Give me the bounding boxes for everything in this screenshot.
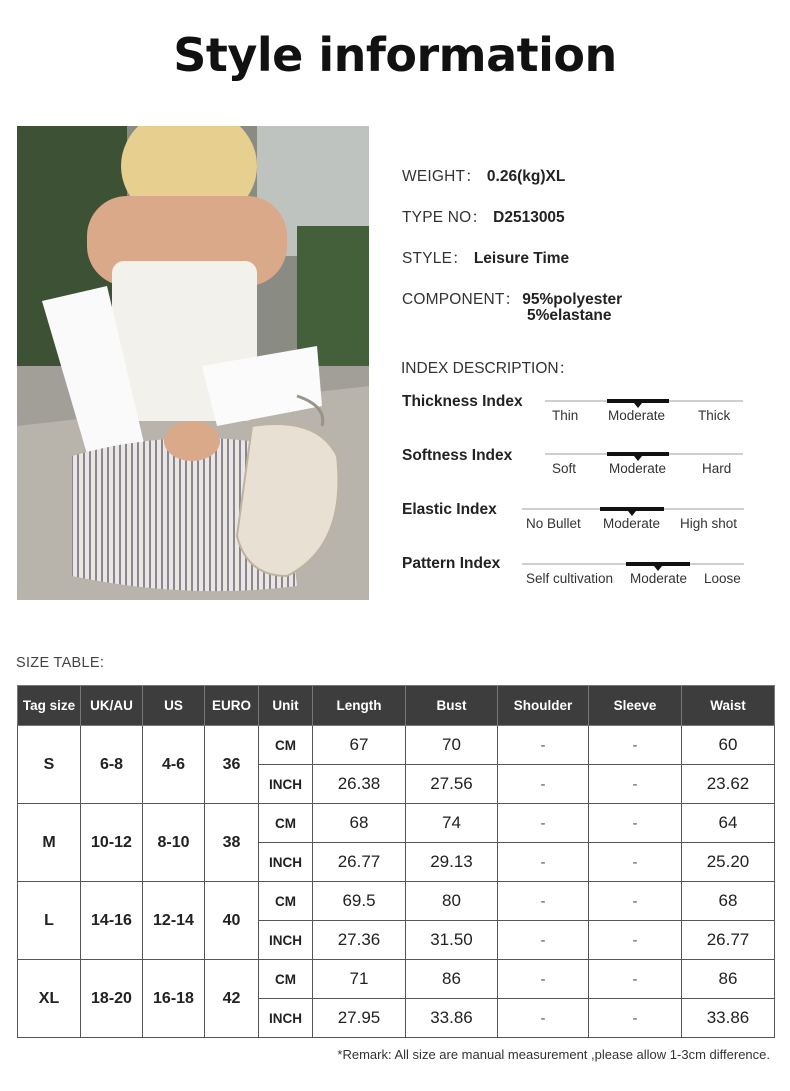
uk-au-cell: 14-16 <box>81 882 143 960</box>
bust-cell: 31.50 <box>406 921 498 960</box>
sleeve-cell: - <box>589 960 682 999</box>
remark-note: *Remark: All size are manual measurement ,please allow 1-3cm difference. <box>337 1047 770 1062</box>
us-cell: 12-14 <box>143 882 205 960</box>
length-cell: 67 <box>313 726 406 765</box>
shoulder-cell: - <box>498 726 589 765</box>
sleeve-cell: - <box>589 726 682 765</box>
style-label: STYLE： <box>402 250 468 267</box>
waist-cell: 26.77 <box>682 921 775 960</box>
scale-label-mid: Moderate <box>609 461 667 476</box>
component-value: 95%polyester <box>522 291 623 308</box>
us-cell: 8-10 <box>143 804 205 882</box>
component-value-2: 5%elastane <box>527 307 612 324</box>
header-waist: Waist <box>682 686 775 726</box>
shoulder-cell: - <box>498 804 589 843</box>
header-tag-size: Tag size <box>18 686 81 726</box>
euro-cell: 42 <box>205 960 259 1038</box>
sleeve-cell: - <box>589 843 682 882</box>
weight-label: WEIGHT： <box>402 168 481 185</box>
scale-label-high: Thick <box>698 408 731 423</box>
length-cell: 71 <box>313 960 406 999</box>
shoulder-cell: - <box>498 921 589 960</box>
scale-label-low: Thin <box>552 408 579 423</box>
euro-cell: 36 <box>205 726 259 804</box>
scale-label-mid: Moderate <box>608 408 666 423</box>
unit-cell: INCH <box>259 843 313 882</box>
size-table-heading: SIZE TABLE: <box>16 655 105 671</box>
euro-cell: 40 <box>205 882 259 960</box>
table-header-row <box>18 686 775 726</box>
tag-size-cell: L <box>18 882 81 960</box>
type-no-label: TYPE NO： <box>402 209 488 226</box>
length-cell: 69.5 <box>313 882 406 921</box>
scale-label-high: Loose <box>704 571 741 586</box>
type-no-spec <box>402 205 565 227</box>
us-cell: 4-6 <box>143 726 205 804</box>
uk-au-cell: 6-8 <box>81 726 143 804</box>
table-row <box>18 804 775 843</box>
scale-label-low: Self cultivation <box>526 571 614 586</box>
waist-cell: 64 <box>682 804 775 843</box>
pattern-index-scale <box>522 563 744 585</box>
component-label: COMPONENT： <box>402 291 521 308</box>
header-euro: EURO <box>205 686 259 726</box>
header-length: Length <box>313 686 406 726</box>
header-uk-au: UK/AU <box>81 686 143 726</box>
header-unit: Unit <box>259 686 313 726</box>
weight-value: 0.26(kg)XL <box>486 168 566 185</box>
uk-au-cell: 18-20 <box>81 960 143 1038</box>
elastic-index-scale <box>522 508 744 530</box>
table-row <box>18 726 775 765</box>
weight-spec <box>402 164 565 186</box>
waist-cell: 60 <box>682 726 775 765</box>
header-bust: Bust <box>406 686 498 726</box>
scale-label-low: Soft <box>552 461 577 476</box>
component-spec <box>402 287 622 309</box>
scale-label-mid: Moderate <box>630 571 688 586</box>
tag-size-cell: XL <box>18 960 81 1038</box>
scale-label-mid: Moderate <box>603 516 661 531</box>
waist-cell: 33.86 <box>682 999 775 1038</box>
page-title: Style information <box>173 28 617 82</box>
header-sleeve: Sleeve <box>589 686 682 726</box>
length-cell: 27.95 <box>313 999 406 1038</box>
tag-size-cell: S <box>18 726 81 804</box>
waist-cell: 86 <box>682 960 775 999</box>
product-photo <box>17 126 369 600</box>
euro-cell: 38 <box>205 804 259 882</box>
bust-cell: 80 <box>406 882 498 921</box>
bust-cell: 33.86 <box>406 999 498 1038</box>
scale-label-high: Hard <box>702 461 732 476</box>
header-us: US <box>143 686 205 726</box>
waist-cell: 68 <box>682 882 775 921</box>
tag-size-cell: M <box>18 804 81 882</box>
shoulder-cell: - <box>498 882 589 921</box>
shoulder-cell: - <box>498 843 589 882</box>
bust-cell: 86 <box>406 960 498 999</box>
sleeve-cell: - <box>589 765 682 804</box>
sleeve-cell: - <box>589 999 682 1038</box>
length-cell: 26.38 <box>313 765 406 804</box>
bust-cell: 27.56 <box>406 765 498 804</box>
unit-cell: INCH <box>259 999 313 1038</box>
sleeve-cell: - <box>589 804 682 843</box>
uk-au-cell: 10-12 <box>81 804 143 882</box>
waist-cell: 25.20 <box>682 843 775 882</box>
style-value: Leisure Time <box>473 250 570 267</box>
table-row <box>18 960 775 999</box>
type-no-value: D2513005 <box>493 209 565 226</box>
unit-cell: CM <box>259 960 313 999</box>
index-description-heading: INDEX DESCRIPTION： <box>401 360 575 377</box>
shoulder-cell: - <box>498 960 589 999</box>
shoulder-cell: - <box>498 765 589 804</box>
bust-cell: 29.13 <box>406 843 498 882</box>
waist-cell: 23.62 <box>682 765 775 804</box>
style-spec <box>402 246 569 268</box>
scale-label-high: High shot <box>680 516 738 531</box>
length-cell: 27.36 <box>313 921 406 960</box>
header-shoulder: Shoulder <box>498 686 589 726</box>
softness-index-label: Softness Index <box>402 447 513 464</box>
length-cell: 26.77 <box>313 843 406 882</box>
unit-cell: INCH <box>259 921 313 960</box>
thickness-index-scale <box>545 400 743 422</box>
unit-cell: CM <box>259 726 313 765</box>
shoulder-cell: - <box>498 999 589 1038</box>
elastic-index-label: Elastic Index <box>402 501 497 518</box>
unit-cell: CM <box>259 804 313 843</box>
bust-cell: 70 <box>406 726 498 765</box>
us-cell: 16-18 <box>143 960 205 1038</box>
pattern-index-label: Pattern Index <box>402 555 501 572</box>
thickness-index-label: Thickness Index <box>402 393 523 410</box>
sleeve-cell: - <box>589 882 682 921</box>
bust-cell: 74 <box>406 804 498 843</box>
unit-cell: INCH <box>259 765 313 804</box>
table-row <box>18 882 775 921</box>
softness-index-scale <box>545 453 743 475</box>
length-cell: 68 <box>313 804 406 843</box>
sleeve-cell: - <box>589 921 682 960</box>
size-table <box>17 685 775 1038</box>
scale-label-low: No Bullet <box>526 516 581 531</box>
unit-cell: CM <box>259 882 313 921</box>
